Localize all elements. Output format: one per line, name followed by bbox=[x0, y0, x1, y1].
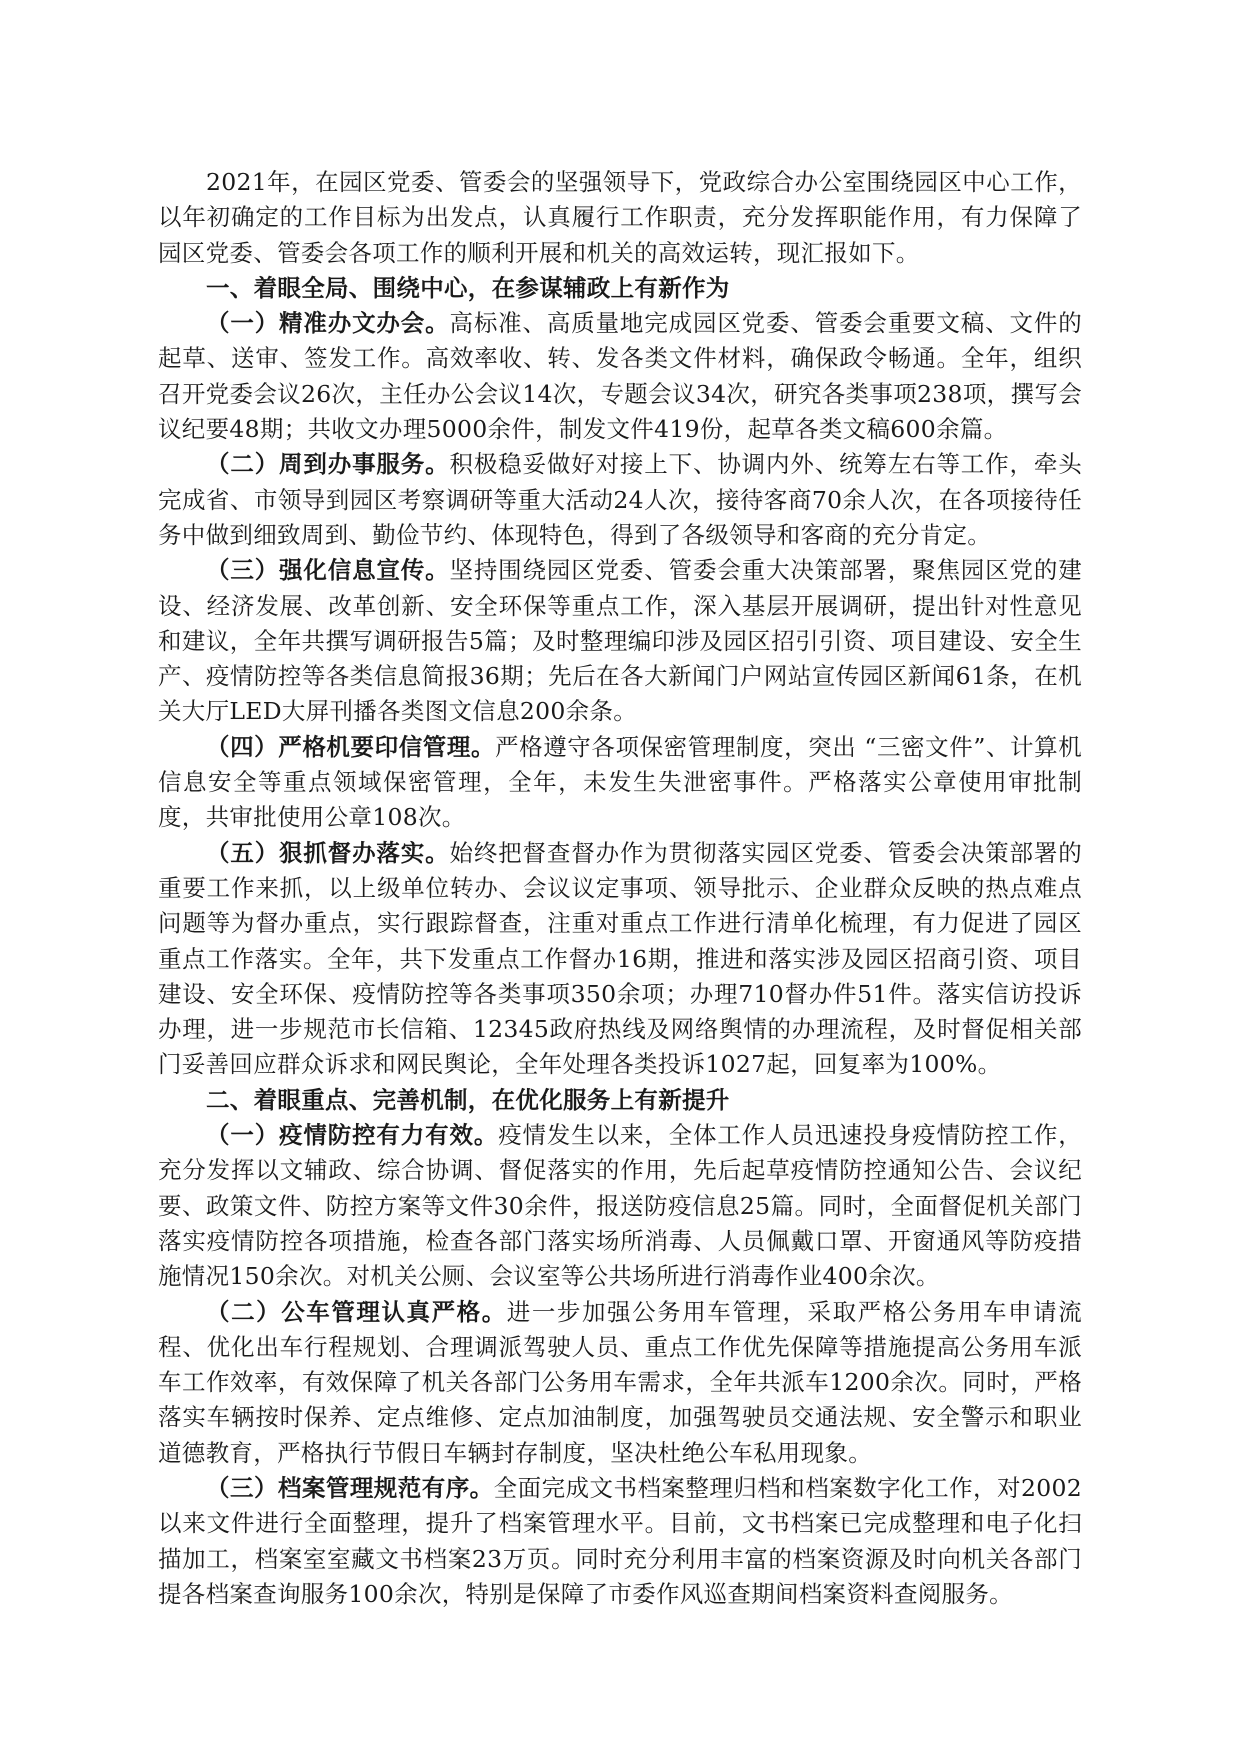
item-lead: （三）强化信息宣传。 bbox=[206, 556, 450, 585]
section-1-item-1 bbox=[158, 306, 1082, 447]
section-1-item-3 bbox=[158, 553, 1082, 729]
section-1-item-2 bbox=[158, 447, 1082, 553]
item-text: 进一步加强公务用车管理，采取严格公务用车申请流程、优化出车行程规划、合理调派驾驶人员、重点工作优先保障等措施提高公务用车派车工作效率，有效保障了机关各部门公务用车需求，全年共派车1200余次。同时，严格落实车辆按时保养、定点维修、定点加油制度，加强驾驶员交通法规、安全警示和职业道德教育，严格执行节假日车辆封存制度，坚决杜绝公车私用现象。 bbox=[158, 1297, 1082, 1467]
item-lead: （一）精准办文办会。 bbox=[206, 309, 450, 338]
section-2-item-2 bbox=[158, 1295, 1082, 1471]
item-lead: （五）狠抓督办落实。 bbox=[206, 838, 450, 867]
section-2-item-3 bbox=[158, 1471, 1082, 1612]
item-text: 始终把督查督办作为贯彻落实园区党委、管委会决策部署的重要工作来抓，以上级单位转办、会议议定事项、领导批示、企业群众反映的热点难点问题等为督办重点，实行跟踪督查，注重对重点工作进行清单化梳理，有力促进了园区重点工作落实。全年，共下发重点工作督办16期，推进和落实涉及园区招商引资、项目建设、安全环保、疫情防控等各类事项350余项；办理710督办件51件。落实信访投诉办理，进一步规范市长信箱、12345政府热线及网络舆情的办理流程，及时督促相关部门妥善回应群众诉求和网民舆论，全年处理各类投诉1027起，回复率为100%。 bbox=[158, 838, 1082, 1079]
item-text: 严格遵守各项保密管理制度，突出 “三密文件”、计算机信息安全等重点领域保密管理，全年，未发生失泄密事件。严格落实公章使用审批制度，共审批使用公章108次。 bbox=[158, 732, 1083, 832]
item-lead: （四）严格机要印信管理。 bbox=[206, 732, 496, 761]
section-1-item-5 bbox=[158, 836, 1082, 1083]
section-2-item-1 bbox=[158, 1118, 1082, 1294]
document-body bbox=[158, 165, 1082, 1612]
section-1-heading: 一、着眼全局、围绕中心，在参谋辅政上有新作为 bbox=[206, 273, 730, 302]
item-lead: （一）疫情防控有力有效。 bbox=[206, 1121, 499, 1150]
item-text: 高标准、高质量地完成园区党委、管委会重要文稿、文件的起草、送审、签发工作。高效率收、转、发各类文件材料，确保政令畅通。全年，组织召开党委会议26次，主任办公会议14次，专题会议34次，研究各类事项238项，撰写会议纪要48期；共收文办理5000余件，制发文件419份，起草各类文稿600余篇。 bbox=[158, 309, 1082, 444]
section-1-item-4 bbox=[158, 730, 1082, 836]
item-lead: （二）周到办事服务。 bbox=[206, 450, 450, 479]
item-text: 疫情发生以来，全体工作人员迅速投身疫情防控工作，充分发挥以文辅政、综合协调、督促落实的作用，先后起草疫情防控通知公告、会议纪要、政策文件、防控方案等文件30余件，报送防疫信息25篇。同时，全面督促机关部门落实疫情防控各项措施，检查各部门落实场所消毒、人员佩戴口罩、开窗通风等防疫措施情况150余次。对机关公厕、会议室等公共场所进行消毒作业400余次。 bbox=[158, 1121, 1082, 1291]
intro-paragraph: 2021年，在园区党委、管委会的坚强领导下，党政综合办公室围绕园区中心工作，以年初确定的工作目标为出发点，认真履行工作职责，充分发挥职能作用，有力保障了园区党委、管委会各项工作的顺利开展和机关的高效运转，现汇报如下。 bbox=[158, 168, 1082, 267]
section-2-heading: 二、着眼重点、完善机制，在优化服务上有新提升 bbox=[206, 1085, 730, 1114]
item-text: 全面完成文书档案整理归档和档案数字化工作，对2002以来文件进行全面整理，提升了档案管理水平。目前，文书档案已完成整理和电子化扫描加工，档案室室藏文书档案23万页。同时充分利用丰富的档案资源及时向机关各部门提各档案查询服务100余次，特别是保障了市委作风巡查期间档案资料查阅服务。 bbox=[158, 1473, 1082, 1608]
item-lead: （三）档案管理规范有序。 bbox=[206, 1473, 494, 1502]
item-text: 积极稳妥做好对接上下、协调内外、统筹左右等工作，牵头完成省、市领导到园区考察调研等重大活动24人次，接待客商70余人次，在各项接待任务中做到细致周到、勤俭节约、体现特色，得到了各级领导和客商的充分肯定。 bbox=[158, 450, 1082, 549]
item-text: 坚持围绕园区党委、管委会重大决策部署，聚焦园区党的建设、经济发展、改革创新、安全环保等重点工作，深入基层开展调研，提出针对性意见和建议，全年共撰写调研报告5篇；及时整理编印涉及园区招引引资、项目建设、安全生产、疫情防控等各类信息简报36期；先后在各大新闻门户网站宣传园区新闻61条，在机关大厅LED大屏刊播各类图文信息200余条。 bbox=[158, 556, 1082, 726]
item-lead: （二）公车管理认真严格。 bbox=[206, 1297, 507, 1326]
